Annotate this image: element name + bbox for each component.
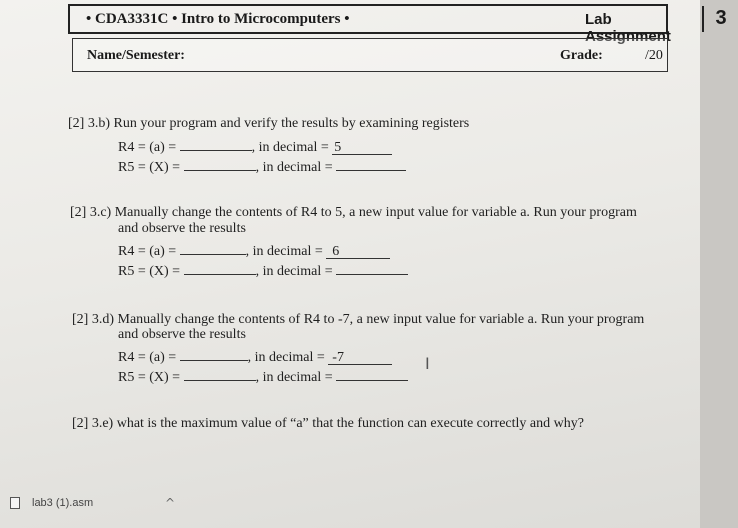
r5-blank[interactable] <box>184 366 256 381</box>
r4-row-3d <box>118 346 392 366</box>
r4-label: R4 = (a) = <box>118 244 177 259</box>
r4-label: R4 = (a) = <box>118 350 177 365</box>
r5-row-3c <box>118 260 408 280</box>
r4-blank[interactable] <box>180 136 252 151</box>
question-id: [2] 3.d) <box>72 312 114 327</box>
r4-label: R4 = (a) = <box>118 140 177 155</box>
r4-decimal-label: , in decimal = <box>247 350 325 365</box>
r4-row-3c <box>118 240 390 260</box>
question-text-continued: and observe the results <box>118 221 246 236</box>
question-id: [2] 3.b) <box>68 116 110 131</box>
lab-assignment-label: Lab Assignment <box>585 11 671 45</box>
r5-label: R5 = (X) = <box>118 370 181 385</box>
name-semester-label: Name/Semester: <box>87 48 185 63</box>
name-grade-box <box>72 38 668 72</box>
chevron-up-icon[interactable]: ^ <box>165 496 176 510</box>
r4-decimal-value: -7 <box>332 350 344 365</box>
text-cursor-icon: I <box>425 354 430 373</box>
course-title: • CDA3331C • Intro to Microcomputers • <box>86 11 350 27</box>
question-3d <box>72 312 644 328</box>
r4-decimal-label: , in decimal = <box>245 244 323 259</box>
r5-decimal-answer[interactable] <box>336 260 408 275</box>
r4-row-3b <box>118 136 392 156</box>
r4-decimal-answer[interactable] <box>328 350 392 365</box>
r4-decimal-answer[interactable] <box>326 244 390 259</box>
question-3e <box>72 416 584 432</box>
question-text: what is the maximum value of “a” that the function can execute correctly and why? <box>116 416 584 431</box>
question-id: [2] 3.e) <box>72 416 114 431</box>
r5-blank[interactable] <box>184 260 256 275</box>
r4-decimal-value: 5 <box>334 140 342 155</box>
r5-decimal-answer[interactable] <box>336 366 408 381</box>
r4-decimal-label: , in decimal = <box>251 140 329 155</box>
question-text: Manually change the contents of R4 to 5, a new input value for variable a. Run your program <box>114 205 637 220</box>
question-text-continued: and observe the results <box>118 327 246 342</box>
file-name: lab3 (1).asm <box>32 497 94 509</box>
question-3d-line2 <box>118 327 246 343</box>
r5-decimal-answer[interactable] <box>336 156 406 171</box>
grade-value: /20 <box>645 48 663 63</box>
r5-decimal-label: , in decimal = <box>255 370 333 385</box>
r5-decimal-label: , in decimal = <box>255 160 333 175</box>
grade-label: Grade: <box>560 48 603 63</box>
r4-blank[interactable] <box>180 346 248 361</box>
question-text: Manually change the contents of R4 to -7, a new input value for variable a. Run your program <box>117 312 645 327</box>
file-icon <box>10 497 20 509</box>
r5-row-3d <box>118 366 408 386</box>
header-box <box>68 4 727 45</box>
r5-row-3b <box>118 156 406 176</box>
question-3c <box>70 205 637 221</box>
question-3b <box>68 116 469 132</box>
r5-label: R5 = (X) = <box>118 160 181 175</box>
r5-decimal-label: , in decimal = <box>255 264 333 279</box>
lab-number: 3 <box>702 6 738 32</box>
r4-blank[interactable] <box>180 240 246 255</box>
r5-label: R5 = (X) = <box>118 264 181 279</box>
r4-decimal-value: 6 <box>332 244 340 259</box>
question-3c-line2 <box>118 221 246 237</box>
r4-decimal-answer[interactable] <box>332 140 392 155</box>
question-id: [2] 3.c) <box>70 205 112 220</box>
download-file-item[interactable] <box>10 497 93 509</box>
r5-blank[interactable] <box>184 156 256 171</box>
question-text: Run your program and verify the results by examining registers <box>113 116 470 131</box>
